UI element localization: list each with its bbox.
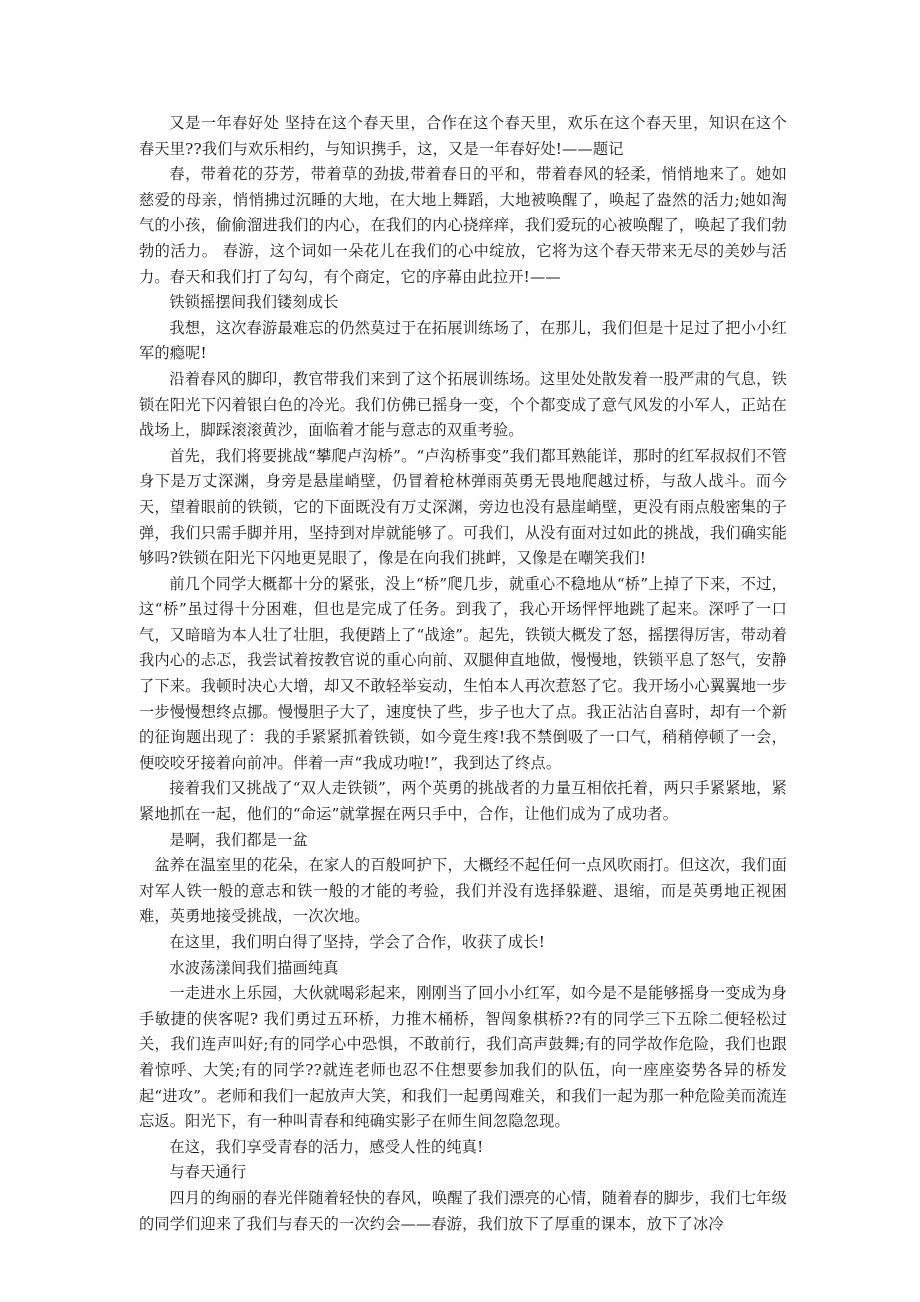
paragraph: 我想，这次春游最难忘的仍然莫过于在拓展训练场了，在那儿，我们但是十足过了把小小红军的瘾呢!: [139, 318, 787, 363]
paragraph: 在这，我们享受青春的活力，感受人性的纯真!: [169, 1137, 484, 1156]
paragraph: 一走进水上乐园，大伙就喝彩起来，刚刚当了回小小红军，如今是不是能够摇身一变成为身手敏捷的侠客呢? 我们勇过五环桥，力推木桶桥，智闯象棋桥??有的同学三下五除二便轻松过关，我们连声叫好;有的同学心中恐惧，不敢前行，我们高声鼓舞;有的同学故作危险，我们也跟着惊呼、大笑;有的同学??就连老师也忍不住想要参加我们的队伍，向一座座姿势各异的桥发起“进攻”。老师和我们一起放声大笑，和我们一起勇闯难关，和我们一起为那一种危险美而流连忘返。阳光下，有一种叫青春和纯确实影子在师生间忽隐忽现。: [139, 984, 787, 1131]
paragraph: 四月的绚丽的春光伴随着轻快的春风，唤醒了我们漂亮的心情，随着春的脚步，我们七年级的同学们迎来了我们与春天的一次约会——春游，我们放下了厚重的课本，放下了冰冷: [139, 1188, 787, 1233]
section-heading-iron-chain: 铁锁摇摆间我们镂刻成长: [169, 293, 339, 312]
paragraph-spring-intro: 春，带着花的芬芳，带着草的劲拔,带着春日的平和，带着春风的轻柔，悄悄地来了。她如慈爱的母亲，悄悄拂过沉睡的大地，在大地上舞蹈，大地被唤醒了，唤起了盎然的活力;她如淘气的小孩，偷偷溜进我们的内心，在我们的内心挠痒痒，我们爱玩的心被唤醒了，唤起了我们勃勃的活力。 春游，这个词如一朵花儿在我们的心中绽放，它将为这个春天带来无尽的美妙与活力。春天和我们打了勾勾，有个商定，它的序幕由此拉开!——: [139, 165, 787, 286]
paragraph: 接着我们又挑战了“双人走铁锁”，两个英勇的挑战者的力量互相依托着，两只手紧紧地，紧紧地抓在一起，他们的“命运”就掌握在两只手中，合作，让他们成为了成功者。: [139, 779, 787, 824]
paragraph: 前几个同学大概都十分的紧张，没上“桥”爬几步，就重心不稳地从“桥”上掉了下来，不过，这“桥”虽过得十分困难，但也是完成了任务。到我了，我心开场怦怦地跳了起来。深呼了一口气，又暗暗为本人壮了壮胆，我便踏上了“战途”。起先，铁锁大概发了怒，摇摆得厉害，带动着我内心的忐忑，我尝试着按教官说的重心向前、双腿伸直地做，慢慢地，铁锁平息了怒气，安静了下来。我顿时决心大增，却又不敢轻举妄动，生怕本人再次惹怒了它。我开场小心翼翼地一步一步慢慢想终点挪。慢慢胆子大了，速度快了些，步子也大了点。我正沾沾自喜时，却有一个新的征询题出现了：我的手紧紧抓着铁锁，如今竟生疼!我不禁倒吸了一口气，稍稍停顿了一会，便咬咬牙接着向前冲。伴着一声“我成功啦!”，我到达了终点。: [139, 574, 787, 772]
section-heading-with-spring: 与春天通行: [169, 1163, 247, 1182]
paragraph: 首先，我们将要挑战“攀爬卢沟桥”。“卢沟桥事变”我们都耳熟能详，那时的红军叔叔们不管身下是万丈深渊，身旁是悬崖峭壁，仍冒着枪林弹雨英勇无畏地爬越过桥，与敌人战斗。而今天，望着眼前的铁锁，它的下面既没有万丈深渊，旁边也没有悬崖峭壁，更没有雨点般密集的子弹，我们只需手脚并用，坚持到对岸就能够了。可我们，从没有面对过如此的挑战，我们确实能够吗?铁锁在阳光下闪地更晃眼了，像是在向我们挑衅，又像是在嘲笑我们!: [139, 446, 787, 568]
section-heading-water-ripples: 水波荡漾间我们描画纯真: [169, 958, 339, 977]
paragraph-epigraph: 又是一年春好处 坚持在这个春天里，合作在这个春天里，欢乐在这个春天里，知识在这个春天里??我们与欢乐相约，与知识携手，这，又是一年春好处!——题记: [139, 114, 787, 158]
paragraph: 在这里，我们明白得了坚持，学会了合作，收获了成长!: [169, 933, 545, 951]
document-body: [139, 111, 787, 1237]
paragraph: 盆养在温室里的花朵，在家人的百般呵护下，大概经不起任何一点风吹雨打。但这次，我们面对军人铁一般的意志和铁一般的才能的考验，我们并没有选择躲避、退缩，而是英勇地正视困难，英勇地接受挑战，一次次地。: [139, 856, 787, 926]
paragraph: 沿着春风的脚印，教官带我们来到了这个拓展训练场。这里处处散发着一股严肃的气息，铁锁在阳光下闪着银白色的冷光。我们仿佛已摇身一变，个个都变成了意气风发的小军人，正站在战场上，脚踩滚滚黄沙，面临着才能与意志的双重考验。: [139, 369, 787, 440]
paragraph: 是啊，我们都是一盆: [169, 830, 308, 849]
